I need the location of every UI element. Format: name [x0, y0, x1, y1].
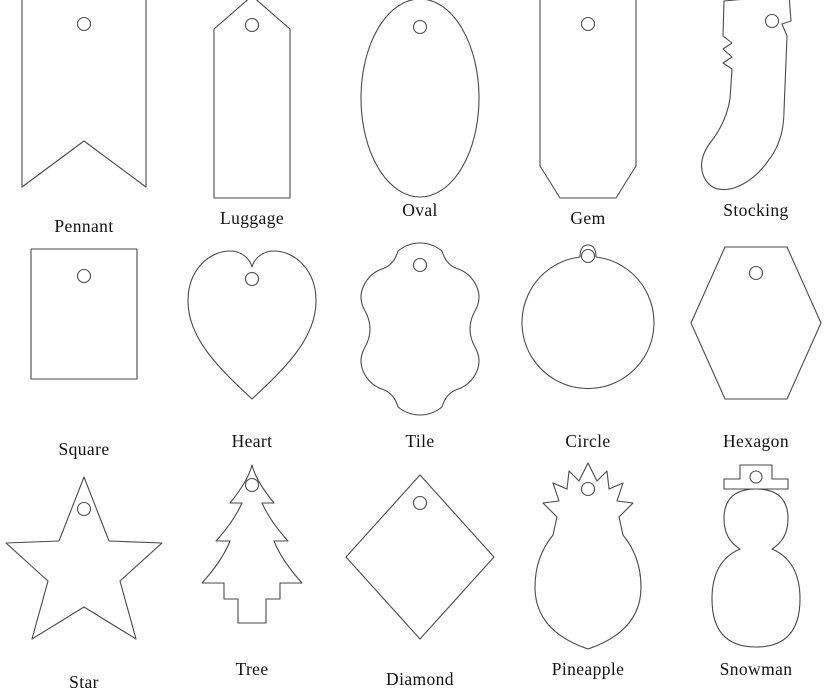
- diamond-hole: [414, 497, 427, 510]
- luggage-hole: [246, 18, 259, 31]
- pennant-hole: [78, 17, 91, 30]
- shape-label-square: Square: [58, 438, 110, 459]
- tree-hole: [246, 479, 259, 492]
- star-shape[interactable]: [0, 461, 168, 652]
- shape-label-oval: Oval: [402, 200, 438, 220]
- shape-cell-diamond[interactable]: [336, 461, 504, 692]
- shape-cell-tree[interactable]: [168, 461, 336, 692]
- shape-label-hexagon: Hexagon: [723, 430, 789, 451]
- tile-shape[interactable]: [336, 231, 504, 427]
- star-hole: [77, 502, 90, 515]
- shape-cell-pennant[interactable]: [0, 0, 168, 236]
- shape-label-pennant: Pennant: [54, 216, 114, 236]
- heart-hole: [245, 272, 258, 285]
- circle-shape[interactable]: [504, 231, 672, 427]
- shape-label-snowman: Snowman: [719, 659, 793, 680]
- shape-label-pineapple: Pineapple: [551, 659, 625, 680]
- shape-cell-luggage[interactable]: [168, 0, 336, 231]
- square-hole: [78, 269, 91, 282]
- hexagon-hole: [750, 266, 763, 279]
- pineapple-hole: [582, 483, 595, 496]
- shape-label-diamond: Diamond: [386, 669, 454, 690]
- shape-cell-snowman[interactable]: [672, 461, 840, 692]
- shape-cell-stocking[interactable]: [672, 0, 840, 231]
- shape-label-tile: Tile: [405, 430, 435, 451]
- shape-cell-square[interactable]: [0, 231, 168, 462]
- shape-label-tree: Tree: [235, 659, 269, 680]
- pennant-shape[interactable]: [0, 0, 168, 196]
- hexagon-shape[interactable]: [672, 231, 840, 427]
- shape-cell-tile[interactable]: [336, 231, 504, 462]
- square-shape[interactable]: [0, 231, 168, 427]
- shape-label-gem: Gem: [570, 208, 606, 228]
- pineapple-shape[interactable]: [504, 461, 672, 657]
- luggage-shape[interactable]: [168, 0, 336, 196]
- shape-label-circle: Circle: [565, 430, 611, 451]
- gem-shape[interactable]: [504, 0, 672, 196]
- snowman-hole: [750, 471, 762, 483]
- shape-cell-circle[interactable]: [504, 231, 672, 462]
- oval-shape[interactable]: [336, 0, 504, 196]
- shape-label-star: Star: [69, 672, 99, 692]
- heart-shape[interactable]: [168, 231, 336, 427]
- diamond-shape[interactable]: [336, 461, 504, 657]
- shape-label-heart: Heart: [231, 430, 273, 451]
- stocking-shape[interactable]: [672, 0, 840, 196]
- shape-cell-hexagon[interactable]: [672, 231, 840, 462]
- tree-shape[interactable]: [168, 461, 336, 657]
- oval-hole: [414, 20, 427, 33]
- circle-hole: [582, 249, 595, 262]
- shape-cell-gem[interactable]: [504, 0, 672, 231]
- shape-label-stocking: Stocking: [723, 200, 789, 220]
- tile-hole: [414, 258, 427, 271]
- shape-label-luggage: Luggage: [219, 208, 285, 228]
- stocking-hole: [765, 14, 778, 27]
- gem-hole: [582, 17, 595, 30]
- shape-cell-pineapple[interactable]: [504, 461, 672, 692]
- snowman-shape[interactable]: [672, 461, 840, 657]
- shape-cell-heart[interactable]: [168, 231, 336, 462]
- shape-cell-star[interactable]: [0, 461, 168, 692]
- shape-cell-oval[interactable]: [336, 0, 504, 231]
